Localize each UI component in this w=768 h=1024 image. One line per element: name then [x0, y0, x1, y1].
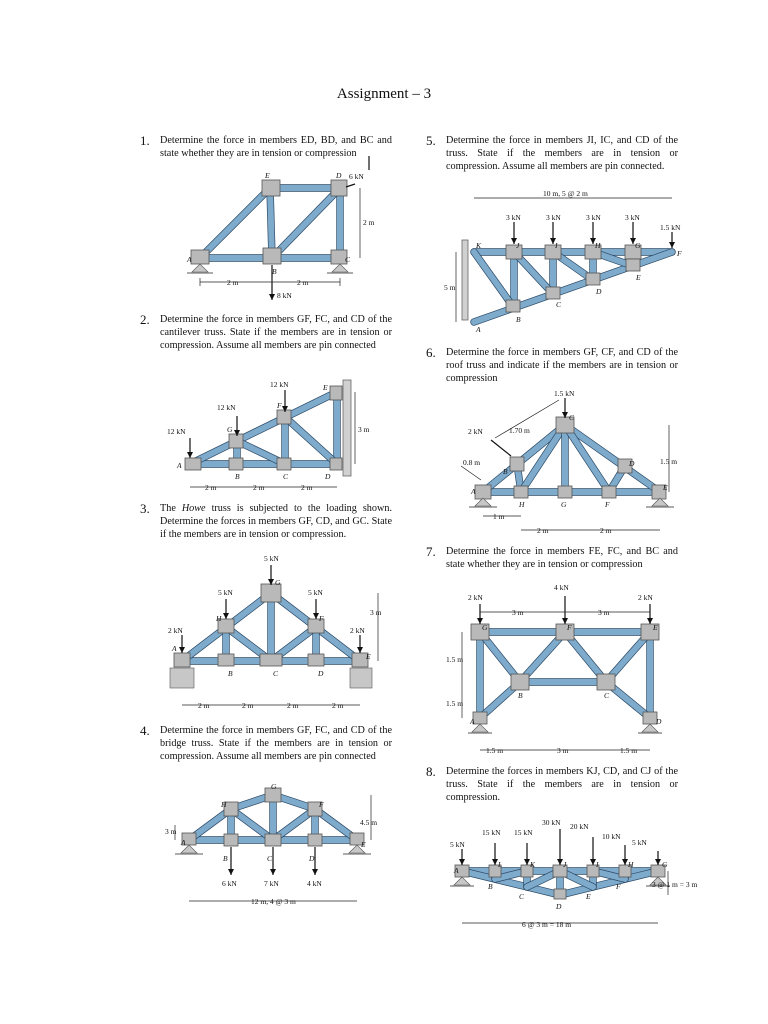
problem-text: Determine the force in members JI, IC, and CD of the truss. State if the members are in tension or compression. Assume all members are pin connected. — [446, 135, 678, 172]
dimension-label: 2 m — [242, 701, 254, 710]
joint-label: G — [561, 500, 567, 509]
problem-text: Determine the force in members ED, BD, and BC and state whether they are in tension or compression — [160, 135, 392, 159]
joint-label: D — [656, 717, 662, 726]
dimension-label: 1.5 m — [660, 457, 678, 466]
joint-label: G — [482, 623, 488, 632]
joint-label: F — [677, 249, 682, 258]
supports — [187, 264, 353, 273]
load-label: 2 kN — [468, 593, 483, 602]
support-block — [170, 668, 194, 688]
joint-label: C — [273, 669, 279, 678]
problem-8 — [426, 764, 678, 804]
joint-label: H — [216, 614, 222, 623]
joint-label: G — [227, 425, 233, 434]
gusset-plates — [475, 417, 666, 499]
figure-3 — [160, 555, 385, 715]
problem-number: 6. — [426, 345, 436, 360]
load-label: 12 kN — [270, 380, 289, 389]
wall — [462, 240, 468, 320]
dimension-label: 6 @ 3 m = 18 m — [522, 920, 572, 929]
problem-number: 3. — [140, 501, 150, 516]
problem-text — [160, 502, 392, 541]
load-label: 3 kN — [546, 213, 561, 222]
problem-text: Determine the forces in members KJ, CD, and CJ of the truss. State if the members are in tension or compression. — [446, 766, 678, 803]
problem-text-emphasis: Howe — [181, 503, 206, 514]
joint-label: G — [271, 782, 277, 791]
figure-8 — [440, 815, 715, 930]
joint-label: C — [604, 691, 610, 700]
joint-label: G — [662, 860, 668, 869]
joint-label: F — [605, 500, 610, 509]
dimension-label: 3 m — [165, 827, 177, 836]
load-label: 6 kN — [349, 172, 364, 181]
figure-6 — [455, 390, 685, 540]
problem-number: 2. — [140, 312, 150, 327]
joint-label: D — [556, 902, 562, 911]
problem-5 — [426, 133, 678, 173]
load-label: 1.5 kN — [660, 223, 681, 232]
problem-text: Determine the force in members GF, FC, and CD of the cantilever truss. State if the members are in tension or compression. Assume all members are pin connected — [160, 314, 392, 351]
load-label: 5 kN — [632, 838, 647, 847]
load-label: 4 kN — [554, 583, 569, 592]
load-label: 2 kN — [468, 427, 483, 436]
joint-label: H — [519, 500, 525, 509]
joint-label: L — [498, 860, 503, 869]
load-label: 6 kN — [222, 879, 237, 888]
load-label: 3 kN — [506, 213, 521, 222]
problem-4 — [140, 723, 392, 763]
figure-1 — [175, 170, 375, 305]
joint-label: I — [596, 860, 599, 869]
problem-2 — [140, 312, 392, 352]
dimension-label: 2 m — [198, 701, 210, 710]
joint-label: I — [555, 241, 558, 250]
load-label: 20 kN — [570, 822, 589, 831]
joint-label: A — [470, 717, 475, 726]
dimension-label: 2 m — [600, 526, 612, 535]
dimension-label: 10 m, 5 @ 2 m — [543, 189, 588, 198]
dimension-label: 2 m — [297, 278, 309, 287]
joint-label: G — [275, 578, 281, 587]
joint-label: H — [595, 241, 601, 250]
load-label: 5 kN — [264, 554, 279, 563]
dimension-label: 2 m — [537, 526, 549, 535]
joint-label: C — [519, 892, 525, 901]
load-label: 3 kN — [586, 213, 601, 222]
joint-label: D — [309, 854, 315, 863]
dimension-label: 4.5 m — [360, 818, 378, 827]
load-label: 1.5 kN — [554, 389, 575, 398]
figure-5 — [440, 190, 690, 335]
load-label: 15 kN — [482, 828, 501, 837]
problem-text: Determine the force in members GF, CF, and CD of the roof truss and indicate if the members are in tension or compression — [446, 347, 678, 384]
dimension-label: 1 m — [493, 512, 505, 521]
problem-number: 5. — [426, 133, 436, 148]
joint-label: E — [361, 840, 366, 849]
dimension-label: 2 m — [287, 701, 299, 710]
load-label: 5 kN — [450, 840, 465, 849]
joint-label: E — [586, 892, 591, 901]
dimension-label: 2 m — [253, 483, 265, 492]
load-label: 4 kN — [307, 879, 322, 888]
joint-label: A — [187, 255, 192, 264]
dimension-label: 1.5 m — [446, 655, 464, 664]
dimension-label: 12 m, 4 @ 3 m — [251, 897, 296, 906]
joint-label: A — [177, 461, 182, 470]
joint-label: E — [366, 652, 371, 661]
joint-label: F — [277, 401, 282, 410]
joint-label: K — [530, 860, 536, 869]
problem-number: 1. — [140, 133, 150, 148]
joint-label: A — [172, 644, 177, 653]
dimension-label: 2 m — [332, 701, 344, 710]
dimension-label: 0.8 m — [463, 458, 481, 467]
joint-label: G — [635, 241, 641, 250]
load-label: 5 kN — [308, 588, 323, 597]
dimension-label: 5 m — [444, 283, 456, 292]
joint-label: C — [345, 255, 351, 264]
problem-1 — [140, 133, 392, 160]
joint-label: E — [323, 383, 328, 392]
page-title: Assignment – 3 — [336, 86, 432, 102]
load-label: 12 kN — [167, 427, 186, 436]
load-label: 3 kN — [625, 213, 640, 222]
dimension-label: 3 m — [370, 608, 382, 617]
joint-label: J — [563, 860, 567, 869]
dimension-label: 3 m — [598, 608, 610, 617]
problem-text-prefix: The — [160, 503, 182, 514]
joint-label: B — [516, 315, 521, 324]
joint-label: C — [283, 472, 289, 481]
figure-7 — [440, 582, 680, 757]
truss-members — [182, 593, 360, 661]
dimension-label: 3 m — [358, 425, 370, 434]
joint-label: D — [336, 171, 342, 180]
joint-label: E — [663, 483, 668, 492]
problem-number: 4. — [140, 723, 150, 738]
joint-label: F — [567, 623, 572, 632]
load-label: 30 kN — [542, 818, 561, 827]
joint-label: A — [181, 838, 186, 847]
joint-label: D — [596, 287, 602, 296]
joint-label: E — [265, 171, 270, 180]
joint-label: B — [272, 267, 277, 276]
support-block — [350, 668, 372, 688]
load-label: 10 kN — [602, 832, 621, 841]
joint-label: H — [221, 800, 227, 809]
joint-label: H — [628, 860, 634, 869]
joint-label: A — [454, 866, 459, 875]
dimension-label: 1.70 m — [509, 426, 530, 435]
joint-label: D — [325, 472, 331, 481]
joint-label: B — [235, 472, 240, 481]
dimension-label: 2 m — [227, 278, 239, 287]
joint-label: C — [556, 300, 562, 309]
joint-label: B — [503, 467, 508, 476]
problem-text: Determine the force in members GF, FC, and CD of the bridge truss. State if the members are in tension or compression. Assume all members are pin connected — [160, 725, 392, 762]
problem-3 — [140, 501, 392, 541]
joint-label: E — [653, 623, 658, 632]
joint-label: A — [476, 325, 481, 334]
figure-4 — [165, 782, 380, 910]
load-label: 7 kN — [264, 879, 279, 888]
joint-label: B — [518, 691, 523, 700]
dimension-label: 2 m — [205, 483, 217, 492]
joint-label: C — [267, 854, 273, 863]
joint-label: F — [616, 882, 621, 891]
load-label: 2 kN — [350, 626, 365, 635]
problem-6 — [426, 345, 678, 385]
truss-members — [474, 252, 672, 322]
joint-label: E — [636, 273, 641, 282]
dimension-label: 3 m — [557, 746, 569, 755]
joint-label: F — [319, 614, 324, 623]
load-label: 5 kN — [218, 588, 233, 597]
dimension-label: 2 m — [363, 218, 375, 227]
load-label: 8 kN — [277, 291, 292, 300]
joint-label: C — [569, 413, 575, 422]
joint-label: B — [228, 669, 233, 678]
dimension-label: 2 m — [301, 483, 313, 492]
load-label: 15 kN — [514, 828, 533, 837]
wall — [343, 380, 351, 476]
gusset-plates — [471, 624, 659, 724]
dimension-label: 1.5 m — [486, 746, 504, 755]
problem-text: Determine the force in members FE, FC, and BC and state whether they are in tension or compression — [446, 546, 678, 570]
dimension-label: 3 m — [512, 608, 524, 617]
joint-label: A — [471, 487, 476, 496]
joint-label: D — [629, 459, 635, 468]
dimension-label: 1.5 m — [446, 699, 464, 708]
joint-label: B — [223, 854, 228, 863]
joint-label: B — [488, 882, 493, 891]
load-label: 12 kN — [217, 403, 236, 412]
truss-members — [480, 632, 650, 718]
joint-label: K — [476, 241, 482, 250]
dimension-label: 1.5 m — [620, 746, 638, 755]
joint-label: F — [319, 800, 324, 809]
problem-text-suffix: truss is subjected to the loading shown. Determine the forces in members GF, CD, and GC. State if the members are in tension or compression. — [160, 503, 392, 540]
truss-members — [200, 188, 340, 258]
figure-2 — [165, 380, 370, 495]
load-label: 2 kN — [638, 593, 653, 602]
problem-number: 8. — [426, 764, 436, 779]
load-label: 2 kN — [168, 626, 183, 635]
problem-number: 7. — [426, 544, 436, 559]
joint-label: J — [516, 241, 520, 250]
truss-members — [190, 392, 337, 464]
joint-label: D — [318, 669, 324, 678]
dimension-label: 3 @ 1 m = 3 m — [652, 880, 698, 889]
problem-7 — [426, 544, 678, 571]
